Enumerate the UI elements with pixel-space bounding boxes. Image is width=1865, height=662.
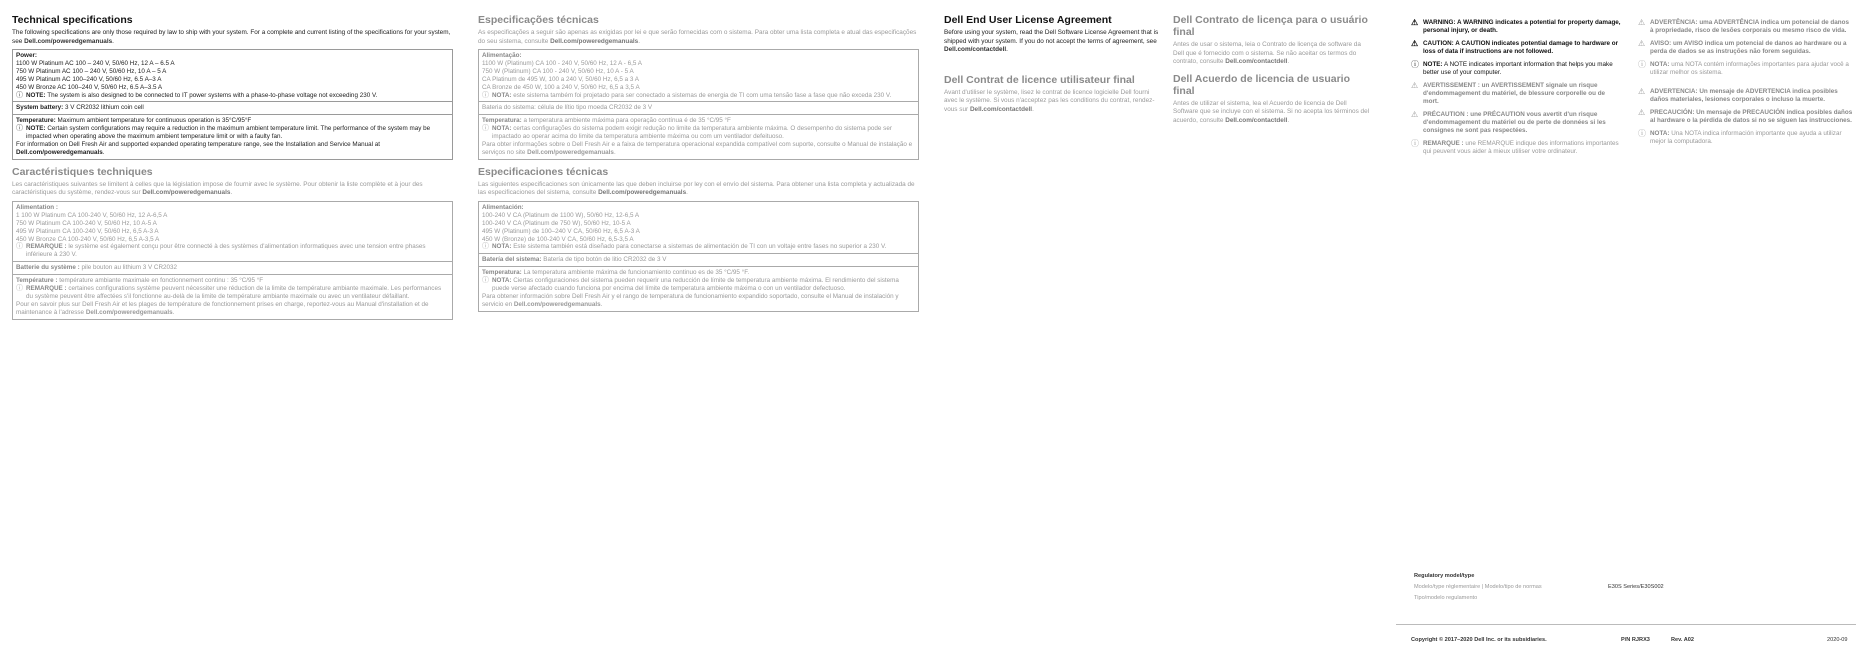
warning-icon: ⚠ (1638, 108, 1646, 117)
note-label: NOTA: (492, 277, 512, 285)
note-text: The system is also designed to be connected to IT power systems with a phase-to-phase voltage not exceeding 230 V. (47, 91, 378, 99)
note-label: NOTA: (492, 125, 512, 133)
info-icon: ⓘ (1638, 129, 1646, 138)
temp-more-text: Pour en savoir plus sur Dell Fresh Air et les plages de température de fonctionnement prises en charge, reportez-vous au Manual d'installation et de maintenance à l'adresse (16, 300, 429, 316)
info-icon: ⓘ (482, 125, 489, 133)
warning-icon: ⚠ (1411, 81, 1419, 90)
battery-value-fr: pile bouton au lithium 3 V CR2032 (81, 264, 178, 272)
note-text: este sistema também foi projetado para ser conectado a sistemas de energia de TI com uma tensão fase a fase que não exceda 230 V. (513, 91, 892, 99)
battery-label-en: System battery: (16, 104, 64, 112)
spec-table-fr (12, 201, 453, 320)
date: 2020-09 (1827, 637, 1848, 643)
warning-es (1638, 88, 1853, 104)
warning-text: WARNING: A WARNING indicates a potential for property damage, personal injury, or death. (1423, 19, 1621, 34)
intro-en-text: The following specifications are only those required by law to ship with your system. For a complete and current listing of the specifications for your system, see (12, 29, 451, 45)
part-number: P/N RJRX3 (1621, 637, 1650, 643)
temp-label-es: Temperatura: (482, 269, 522, 277)
caution-en (1411, 40, 1621, 56)
eula-title-en: Dell End User License Agreement (944, 14, 1112, 26)
link-pt[interactable]: Dell.com/poweredgemanuals (550, 37, 639, 45)
intro-pt-text: As especificações a seguir são apenas as exigidas por lei e que serão fornecidas com o sistema. Para obter uma lista completa e atual das especificações do seu sistema, consulte (478, 29, 917, 45)
eula-text-fr: Avant d'utiliser le système, lisez le contrat de licence logicielle Dell fourni avec le système. Si vous n'acceptez pas les conditions du contrat, rendez-vous sur Dell.com/contactdell. (944, 88, 1155, 113)
caution-fr (1411, 111, 1621, 135)
note-label: REMARQUE : (26, 243, 67, 251)
temp-value-fr: température ambiante maximale en fonctionnement continu : 35 °C/95 °F (59, 277, 264, 285)
power-line: 750 W Platinum AC 100 – 240 V, 50/60 Hz, 10 A – 5 A (16, 67, 167, 75)
power-line: 100-240 V CA (Platinum de 1100 W), 50/60 Hz, 12-6,5 A (482, 211, 640, 219)
link-en[interactable]: Dell.com/poweredgemanuals (16, 148, 103, 156)
regulatory-value: E30S Series/E30S002 (1608, 584, 1664, 590)
note-pt (1638, 61, 1853, 77)
temp-value-pt: a temperatura ambiente máxima para operação contínua é de 35 °C/95 °F (523, 117, 731, 125)
link-es[interactable]: Dell.com/poweredgemanuals (598, 189, 687, 197)
spec-table-es (478, 201, 919, 312)
intro-fr-text: Les caractéristiques suivantes se limitent à celles que la législation impose de fournir avec le système. Pour obtenir la liste complète et à jour des caractéristiques du système, rendez-vous sur (12, 180, 423, 197)
warning-en (1411, 19, 1621, 35)
link-es[interactable]: Dell.com/poweredgemanuals (513, 300, 601, 308)
warning-icon: ⚠ (1411, 39, 1419, 48)
power-label-pt: Alimentação: (482, 52, 522, 59)
power-line: CA Platinum de 495 W, 100 a 240 V, 50/60 Hz, 6,5 a 3 A (482, 75, 639, 83)
note-en (1411, 61, 1621, 77)
info-icon: ⓘ (16, 91, 23, 99)
eula-text-en-body: Before using your system, read the Dell Software License Agreement that is shipped with your system. If you do not accept the terms of agreement, see (944, 29, 1159, 45)
temp-value-es: La temperatura ambiente máxima de funcionamiento continuo es de 35 °C/95 °F. (523, 269, 750, 277)
eula-title-fr: Dell Contrat de licence utilisateur final (944, 73, 1135, 86)
warning-text: AVERTISSEMENT : un AVERTISSEMENT signale un risque d'endommagement du matériel, de blessure corporelle ou de mort. (1423, 82, 1606, 105)
eula-text-en: Before using your system, read the Dell Software License Agreement that is shipped with your system. If you do not accept the terms of agreement, see Dell.com/contactdell. (944, 29, 1159, 53)
temp-value-en: Maximum ambient temperature for continuous operation is 35°C/95°F (57, 117, 252, 125)
power-line: CA Bronze de 450 W, 100 a 240 V, 50/60 Hz, 6,5 a 3,5 A (482, 83, 640, 91)
spec-table-en (12, 49, 453, 160)
note-fr (1411, 140, 1621, 156)
info-icon: ⓘ (16, 243, 23, 251)
power-line: 450 W Bronze CA 100-240 V, 50/60 Hz, 6,5 A-3,5 A (16, 235, 160, 243)
temp-more-es: Para obtener información sobre Dell Fresh Air y el rango de temperatura de funcionamiento expandido soportado, consulte el Manual de instalación y servicio en Dell.com/poweredgemanuals. (482, 292, 899, 308)
note-label: NOTE: (1423, 61, 1443, 68)
battery-value-en: 3 V CR2032 lithium coin cell (65, 104, 144, 112)
power-note-fr (16, 243, 449, 259)
note-text: Certain system configurations may require a reduction in the maximum ambient temperature limit. The performance of the system may be impacted when operating above the maximum ambient temperature limit or with a faulty fan. (26, 125, 431, 141)
eula-text-fr-body: Avant d'utiliser le système, lisez le contrat de licence logicielle Dell fourni avec le système. Si vous n'acceptez pas les conditions du contrat, rendez-vous sur (944, 88, 1155, 113)
temp-more-text: Para obter informações sobre o Dell Fresh Air e a faixa de temperatura operacional expandida compatível com suporte, consulte o Manual de instalação e serviços no site (482, 141, 913, 156)
caution-text: CAUTION: A CAUTION indicates potential damage to hardware or loss of data if instructions are not followed. (1423, 40, 1619, 55)
title-en: Technical specifications (12, 14, 133, 26)
info-icon: ⓘ (482, 91, 489, 99)
temp-more-text: For information on Dell Fresh Air and supported expanded operating temperature range, see the Installation and Service Manual at (16, 141, 381, 149)
copyright: Copyright © 2017–2020 Dell Inc. or its subsidiaries. (1411, 637, 1547, 643)
column-eula-en-fr (944, 14, 1160, 117)
spec-table-pt (478, 49, 919, 160)
power-line: 1 100 W Platinum CA 100-240 V, 50/60 Hz, 12 A-6,5 A (16, 211, 168, 219)
note-text: Una NOTA indica información importante que ayuda a utilizar mejor la computadora. (1650, 130, 1842, 145)
caution-text: PRECAUCIÓN: Un mensaje de PRECAUCIÓN indica posibles daños al hardware o la pérdida de datos si no se siguen las instrucciones. (1650, 109, 1853, 124)
note-text: certaines configurations système peuvent nécessiter une réduction de la limite de température ambiante maximale. Les performances du système peuvent être affectées s'il fonctionne au-delà de la limite de température ambiante maximale ou avec un ventilateur défaillant. (26, 285, 442, 300)
note-text: le système est également conçu pour être connecté à des systèmes d'alimentation informatiques avec une tension entre phases inférieure à 230 V. (26, 243, 426, 259)
power-label-en: Power: (16, 52, 37, 59)
revision: Rev. A02 (1671, 637, 1695, 643)
power-note-pt (482, 92, 915, 100)
temp-note-es (482, 277, 915, 293)
power-line: 450 W Bronze AC 100–240 V, 50/60 Hz, 6.5 A–3.5 A (16, 83, 163, 91)
warning-text: ADVERTÊNCIA: uma ADVERTÊNCIA indica um potencial de danos à propriedade, risco de lesões corporais ou mesmo risco de vida. (1650, 19, 1849, 34)
intro-es-text: Las siguientes especificaciones son únicamente las que deben incluirse por ley con el envío del sistema. Para obtener una lista completa y actualizada de las especificaciones del sistema, consulte (478, 180, 915, 197)
power-line: 1100 W (Platinum) CA 100 - 240 V, 50/60 Hz, 12 A - 6,5 A (482, 59, 642, 67)
note-label: REMARQUE : (26, 285, 67, 293)
temp-more-text: Para obtener información sobre Dell Fresh Air y el rango de temperatura de funcionamiento expandido soportado, consulte el Manual de instalación y servicio en (482, 292, 899, 308)
power-note-es (482, 243, 915, 251)
warning-text: ADVERTENCIA: Un mensaje de ADVERTENCIA indica posibles daños materiales, lesiones corporales o incluso la muerte. (1650, 88, 1838, 103)
power-line: 1100 W Platinum AC 100 – 240 V, 50/60 Hz, 12 A – 6.5 A (16, 59, 175, 67)
link-fr[interactable]: Dell.com/poweredgemanuals (142, 189, 231, 197)
note-text: uma NOTA contém informações importantes para ajudar você a utilizar melhor os sistema. (1650, 61, 1849, 76)
link-en[interactable]: Dell.com/poweredgemanuals (24, 37, 113, 45)
warning-icon: ⚠ (1638, 18, 1646, 27)
link-contactdell[interactable]: Dell.com/contactdell (1225, 58, 1288, 65)
caution-pt (1638, 40, 1853, 56)
temp-label-en: Temperature: (16, 117, 56, 125)
temp-note-fr (16, 285, 449, 301)
caution-es (1638, 109, 1853, 125)
note-label: NOTA: (1650, 130, 1670, 137)
battery-value-pt: Bateria do sistema: célula de lítio tipo moeda CR2032 de 3 V (482, 104, 653, 112)
note-label: NOTE: (26, 125, 46, 133)
info-icon: ⓘ (1638, 60, 1646, 69)
column-notices-en-fr (1411, 19, 1621, 161)
caution-text: PRÉCAUTION : une PRÉCAUTION vous avertit d'un risque d'endommagement du matériel ou de perte de données si les consignes ne sont pas respectées. (1423, 111, 1606, 134)
power-line: 100-240 V CA (Platinum de 750 W), 50/60 Hz, 10-5 A (482, 219, 631, 227)
note-text: certas configurações do sistema podem exigir redução no limite da temperatura ambiente máxima. O desempenho do sistema pode ser impactado ao operar acima do limite da temperatura ambiente máxima ou com um ventilador defeituoso. (492, 125, 892, 141)
info-icon: ⓘ (16, 125, 23, 133)
temp-label-pt: Temperatura: (482, 117, 522, 125)
power-note-en (16, 92, 449, 100)
note-es (1638, 130, 1853, 146)
battery-value-es: Batería de tipo botón de litio CR2032 de 3 V (543, 256, 667, 264)
title-es: Especificaciones técnicas (478, 165, 609, 178)
power-label-es: Alimentación: (482, 203, 524, 211)
note-label: REMARQUE : (1423, 140, 1464, 147)
battery-label-es: Batería del sistema: (482, 256, 542, 264)
eula-text-es-body: Antes de utilizar el sistema, lea el Acuerdo de licencia de Dell Software que se incluye con el sistema. Si no acepta los términos del acuerdo, consulte (1173, 99, 1370, 124)
info-icon: ⓘ (16, 285, 23, 293)
warning-icon: ⚠ (1411, 18, 1419, 27)
warning-pt (1638, 19, 1853, 35)
title-fr: Caractéristiques techniques (12, 165, 153, 178)
temp-more-en: For information on Dell Fresh Air and supported expanded operating temperature range, see the Installation and Service Manual at Dell.com/poweredgemanuals. (16, 141, 381, 156)
title-pt: Especificações técnicas (478, 14, 599, 26)
temp-more-pt: Para obter informações sobre o Dell Fresh Air e a faixa de temperatura operacional expandida compatível com suporte, consulte o Manual de instalação e serviços no site Dell.com/poweredgemanuals. (482, 141, 913, 156)
power-line: 750 W (Platinum) CA 100 - 240 V, 50/60 Hz, 10 A - 5 A (482, 67, 634, 75)
power-line: 495 W (Platinum) de 100–240 V CA, 50/60 Hz, 6,5 A-3 A (482, 227, 640, 235)
link-contactdell[interactable]: Dell.com/contactdell (969, 105, 1033, 113)
info-icon: ⓘ (482, 277, 489, 285)
intro-fr: Les caractéristiques suivantes se limitent à celles que la législation impose de fournir avec le système. Pour obtenir la liste complète et à jour des caractéristiques du système, rendez-vous sur Dell.com/poweredgemanuals. (12, 180, 423, 197)
note-label: NOTA: (1650, 61, 1670, 68)
temp-label-fr: Température : (16, 277, 58, 285)
regulatory-label: Regulatory model/type (1414, 573, 1475, 579)
link-fr[interactable]: Dell.com/poweredgemanuals (85, 308, 173, 316)
temp-more-fr: Pour en savoir plus sur Dell Fresh Air et les plages de température de fonctionnement prises en charge, reportez-vous au Manual d'installation et de maintenance à l'adresse Dell.com/poweredgemanuals. (16, 300, 429, 316)
link-contactdell[interactable]: Dell.com/contactdell (944, 46, 1007, 53)
note-text: Ciertas configuraciones del sistema pueden requerir una reducción de límite de temperatura ambiente máxima. El rendimiento del sistema puede verse afectado cuando funciona por encima del límite de temperatura ambiente máxima o con un ventilador defectuoso. (492, 277, 899, 293)
temp-note-pt (482, 125, 915, 141)
caution-text: AVISO: um AVISO indica um potencial de danos ao hardware ou a perda de dados se as instruções não forem seguidas. (1650, 40, 1847, 55)
warning-icon: ⚠ (1638, 87, 1646, 96)
link-pt[interactable]: Dell.com/poweredgemanuals (527, 148, 614, 156)
eula-text-pt: Antes de usar o sistema, leia o Contrato de licença de software da Dell que é fornecido com o sistema. Se não aceitar os termos do contrato, consulte Dell.com/contactdell. (1173, 41, 1361, 65)
warning-fr (1411, 82, 1621, 106)
info-icon: ⓘ (482, 243, 489, 251)
intro-es: Las siguientes especificaciones son únicamente las que deben incluirse por ley con el envío del sistema. Para obtener una lista completa y actualizada de las especificaciones del sistema, consulte Dell.com/poweredgemanuals. (478, 180, 915, 197)
column-pt-es (478, 14, 919, 318)
power-line: 450 W (Bronze) de 100-240 V CA, 50/60 Hz, 6,5-3,5 A (482, 235, 634, 243)
footer-divider (1396, 624, 1856, 625)
note-text: une REMARQUE indique des informations importantes qui peuvent vous aider à mieux utiliser votre ordinateur. (1423, 140, 1619, 155)
note-text: A NOTE indicates important information that helps you make better use of your computer. (1423, 61, 1613, 76)
info-icon: ⓘ (1411, 60, 1419, 69)
link-contactdell[interactable]: Dell.com/contactdell (1225, 116, 1288, 124)
note-label: NOTA: (492, 243, 512, 251)
temp-note-en (16, 125, 449, 141)
column-eula-pt-es (1173, 14, 1373, 128)
intro-pt: As especificações a seguir são apenas as exigidas por lei e que serão fornecidas com o sistema. Para obter uma lista completa e atual das especificações do seu sistema, consulte Dell.com/poweredgemanuals. (478, 29, 917, 45)
eula-title-es: Dell Acuerdo de licencia de usuario final (1173, 72, 1350, 97)
info-icon: ⓘ (1411, 139, 1419, 148)
intro-en: The following specifications are only those required by law to ship with your system. For a complete and current listing of the specifications for your system, see Dell.com/poweredgemanuals. (12, 29, 451, 45)
note-label: NOTA: (492, 91, 512, 99)
power-line: 495 W Platinum CA 100-240 V, 50/60 Hz, 6,5 A-3 A (16, 227, 159, 235)
eula-text-pt-body: Antes de usar o sistema, leia o Contrato de licença de software da Dell que é fornecido com o sistema. Se não aceitar os termos do contrato, consulte (1173, 41, 1361, 65)
column-notices-pt-es (1638, 19, 1853, 151)
power-line: 495 W Platinum AC 100–240 V, 50/60 Hz, 6.5 A–3 A (16, 75, 162, 83)
warning-icon: ⚠ (1638, 39, 1646, 48)
note-label: NOTE: (26, 91, 46, 99)
regulatory-translations: Modelo/type réglementaire | Modelo/tipo de normas (1414, 584, 1542, 590)
power-label-fr: Alimentation : (16, 203, 58, 211)
power-line: 750 W Platinum CA 100-240 V, 50/60 Hz, 10 A-5 A (16, 219, 157, 227)
column-en-fr (12, 14, 453, 326)
warning-icon: ⚠ (1411, 110, 1419, 119)
note-text: Este sistema también está diseñado para conectarse a sistemas de alimentación de TI con un voltaje entre fases no superior a 230 V. (513, 243, 887, 251)
eula-title-pt: Dell Contrato de licença para o usuário final (1173, 14, 1368, 38)
eula-text-es: Antes de utilizar el sistema, lea el Acuerdo de licencia de Dell Software que se incluye con el sistema. Si no acepta los términos del acuerdo, consulte Dell.com/contactdell. (1173, 99, 1370, 124)
battery-label-fr: Batterie du système : (16, 264, 80, 272)
regulatory-translations-2: Tipo/modelo regulamento (1414, 595, 1478, 601)
